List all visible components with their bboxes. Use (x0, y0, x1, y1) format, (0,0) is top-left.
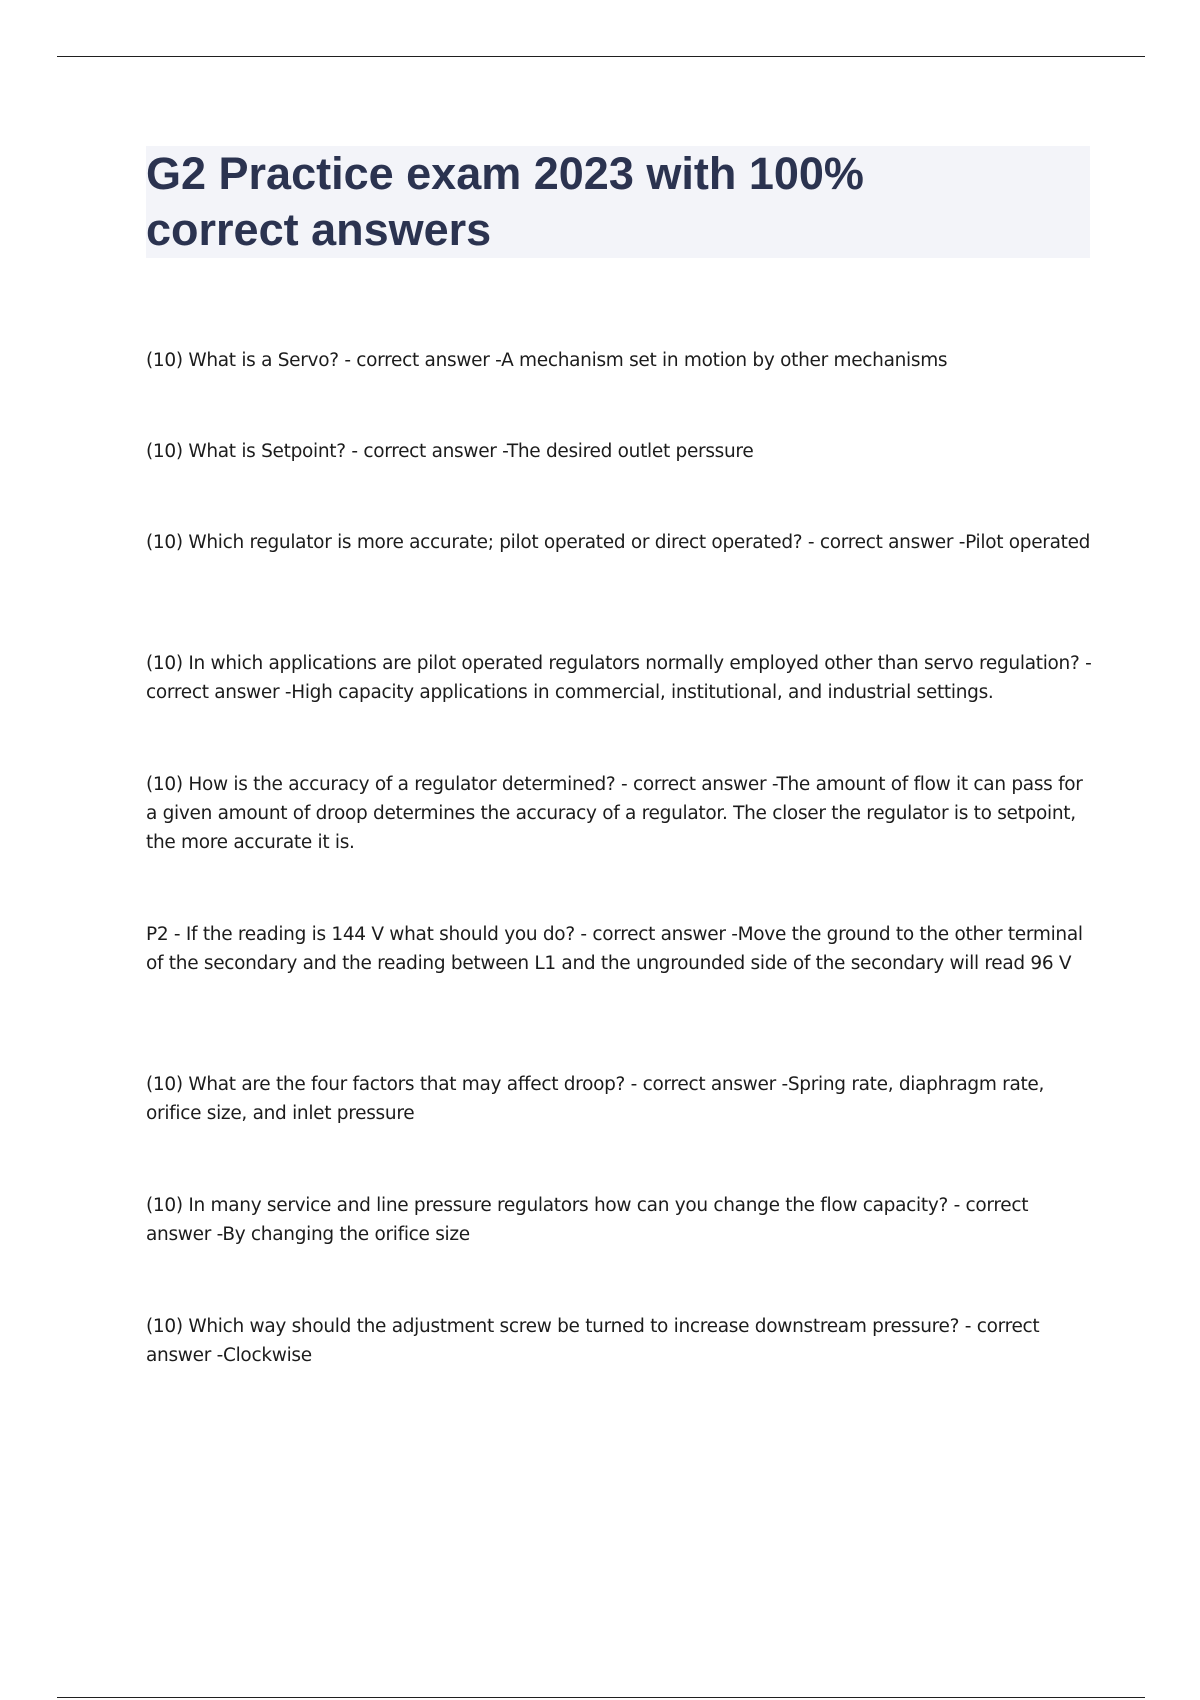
page-title: G2 Practice exam 2023 with 100% correct answers (146, 148, 864, 255)
qa-item: P2 - If the reading is 144 V what should you do? - correct answer -Move the ground to the other terminal of the secondary and the reading between L1 and the ungrounded side of the secondary will read 96 V (146, 924, 1083, 974)
question-list (146, 346, 1096, 1370)
qa-item: (10) Which way should the adjustment screw be turned to increase downstream pressure? - correct answer -Clockwise (146, 1316, 1040, 1366)
qa-item: (10) What are the four factors that may affect droop? - correct answer -Spring rate, diaphragm rate, orifice size, and inlet pressure (146, 1074, 1045, 1124)
qa-item: (10) In which applications are pilot operated regulators normally employed other than servo regulation? - correct answer -High capacity applications in commercial, institutional, and industrial settings. (146, 653, 1092, 703)
header-rule (57, 56, 1145, 57)
qa-item: (10) In many service and line pressure regulators how can you change the flow capacity? - correct answer -By changing the orifice size (146, 1195, 1029, 1245)
qa-item: (10) What is Setpoint? - correct answer -The desired outlet perssure (146, 441, 754, 462)
qa-item: (10) Which regulator is more accurate; pilot operated or direct operated? - correct answer -Pilot operated (146, 532, 1091, 553)
qa-item: (10) How is the accuracy of a regulator determined? - correct answer -The amount of flow it can pass for a given amount of droop determines the accuracy of a regulator. The closer the regulator is to setpoint, the more accurate it is. (146, 774, 1083, 853)
qa-item: (10) What is a Servo? - correct answer -A mechanism set in motion by other mechanisms (146, 350, 948, 371)
footer-rule (57, 1697, 1145, 1698)
